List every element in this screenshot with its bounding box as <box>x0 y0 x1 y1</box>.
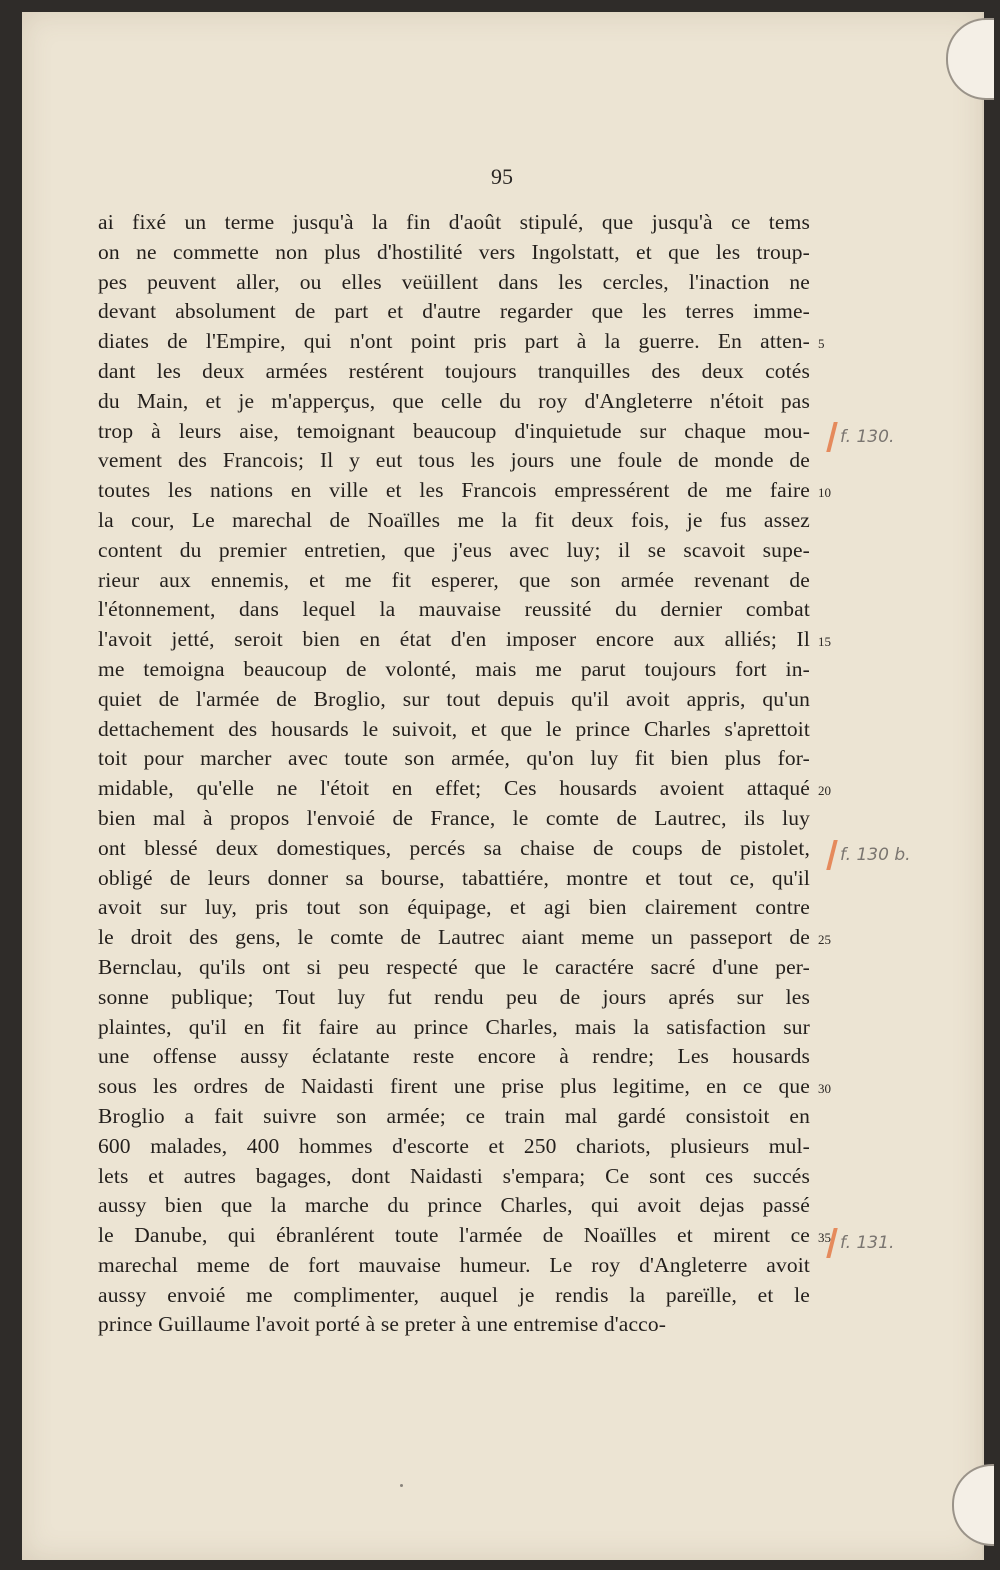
text-line-content: ai fixé un terme jusqu'à la fin d'août stipulé, que jusqu'à ce tems <box>98 210 810 234</box>
page-speck <box>400 1484 403 1487</box>
text-line-content: me temoigna beaucoup de volonté, mais me parut toujours fort in- <box>98 656 810 681</box>
text-line <box>98 1251 810 1281</box>
text-line-content: sonne publique; Tout luy fut rendu peu de jours aprés sur les <box>98 984 810 1009</box>
text-line <box>98 327 825 357</box>
text-line <box>98 685 810 715</box>
text-line <box>98 1191 810 1221</box>
text-line <box>98 1042 810 1072</box>
text-line-content: du Main, et je m'apperçus, que celle du roy d'Angleterre n'étoit pas <box>98 388 810 413</box>
text-line <box>98 1132 810 1162</box>
text-line-content: ont blessé deux domestiques, percés sa chaise de coups de pistolet, <box>98 835 810 860</box>
text-line-content: bien mal à propos l'envoié de France, le comte de Lautrec, ils luy <box>98 805 810 830</box>
line-number: 10 <box>818 485 831 501</box>
text-line <box>98 506 810 536</box>
text-line-content: dettachement des housards le suivoit, et que le prince Charles s'aprettoit <box>98 716 810 741</box>
text-line <box>98 655 810 685</box>
line-number: 5 <box>818 336 825 352</box>
page-edge-bottom <box>952 1464 994 1546</box>
text-line <box>98 387 810 417</box>
text-line-content: l'avoit jetté, seroit bien en état d'en imposer encore aux alliés; Il <box>98 627 810 652</box>
text-line <box>98 834 810 864</box>
text-line <box>98 983 810 1013</box>
text-line-content: devant absolument de part et d'autre regarder que les terres imme- <box>98 299 810 324</box>
text-line <box>98 774 831 804</box>
text-line-content: toutes les nations en ville et les Francois empressérent de me faire <box>98 478 810 503</box>
text-line <box>98 297 810 327</box>
text-line <box>98 357 810 387</box>
text-line <box>98 1162 810 1192</box>
text-line <box>98 476 831 506</box>
text-line-content: la cour, Le marechal de Noaïlles me la fit deux fois, je fus assez <box>98 507 810 532</box>
text-line <box>98 417 810 447</box>
text-line <box>98 1281 810 1311</box>
text-line-content: midable, qu'elle ne l'étoit en effet; Ces housards avoient attaqué <box>98 776 810 801</box>
page-number: 95 <box>491 164 513 189</box>
text-line-content: le Danube, qui ébranlérent toute l'armée de Noaïlles et mirent ce <box>98 1223 810 1248</box>
text-line-content: le droit des gens, le comte de Lautrec aiant meme un passeport de <box>98 925 810 950</box>
text-line-content: marechal meme de fort mauvaise humeur. Le roy d'Angleterre avoit <box>98 1252 810 1277</box>
text-line <box>98 804 810 834</box>
text-line-content: Broglio a fait suivre son armée; ce train mal gardé consistoit en <box>98 1103 810 1128</box>
text-line <box>98 1310 810 1340</box>
marginal-note-f130b: f. 130 b. <box>830 840 911 870</box>
text-line-content: prince Guillaume l'avoit porté à se preter à une entremise d'acco- <box>98 1312 667 1337</box>
text-line-content: content du premier entretien, que j'eus avec luy; il se scavoit supe- <box>98 537 810 562</box>
text-line-content: plaintes, qu'il en fit faire au prince Charles, mais la satisfaction sur <box>98 1014 810 1039</box>
text-line <box>98 893 810 923</box>
text-line <box>98 1221 831 1251</box>
text-line-content: quiet de l'armée de Broglio, sur tout depuis qu'il avoit appris, qu'un <box>98 686 810 711</box>
text-line-content: on ne commette non plus d'hostilité vers Ingolstatt, et que les troup- <box>98 239 810 264</box>
text-line-content: une offense aussy éclatante reste encore à rendre; Les housards <box>98 1044 810 1069</box>
text-line <box>98 566 810 596</box>
text-line-content: vement des Francois; Il y eut tous les jours une foule de monde de <box>98 448 810 473</box>
line-number: 25 <box>818 932 831 948</box>
text-line-content: avoit sur luy, pris tout son équipage, et agi bien clairement contre <box>98 895 810 920</box>
text-line-content: aussy envoié me complimenter, auquel je rendis la pareïlle, et le <box>98 1282 810 1307</box>
text-line <box>98 744 810 774</box>
text-line <box>98 864 810 894</box>
text-line-content: rieur aux ennemis, et me fit esperer, que son armée revenant de <box>98 567 810 592</box>
marginal-note-f130: f. 130. <box>830 422 894 452</box>
text-line-content: lets et autres bagages, dont Naidasti s'empara; Ce sont ces succés <box>98 1163 810 1188</box>
text-line <box>98 238 810 268</box>
book-page <box>22 12 984 1560</box>
text-line <box>98 923 831 953</box>
text-line <box>98 625 831 655</box>
margin-mark <box>826 422 837 452</box>
text-line <box>98 446 810 476</box>
body-text <box>98 208 831 1340</box>
marginal-note-f131: f. 131. <box>830 1228 894 1258</box>
text-line-content: diates de l'Empire, qui n'ont point pris part à la guerre. En atten- <box>98 329 810 354</box>
text-line <box>98 208 810 238</box>
text-line <box>98 1013 810 1043</box>
text-line-content: trop à leurs aise, temoignant beaucoup d'inquietude sur chaque mou- <box>98 418 810 443</box>
text-line <box>98 536 810 566</box>
text-line <box>98 268 810 298</box>
page-edge-top <box>946 18 994 100</box>
text-line <box>98 595 810 625</box>
line-number: 15 <box>818 634 831 650</box>
text-line <box>98 953 810 983</box>
text-line-content: aussy bien que la marche du prince Charles, qui avoit dejas passé <box>98 1193 810 1218</box>
text-line-content: toit pour marcher avec toute son armée, qu'on luy fit bien plus for- <box>98 746 810 771</box>
text-line-content: sous les ordres de Naidasti firent une prise plus legitime, en ce que <box>98 1074 810 1099</box>
line-number: 20 <box>818 783 831 799</box>
text-line <box>98 1102 810 1132</box>
text-line-content: dant les deux armées restérent toujours tranquilles des deux cotés <box>98 358 810 383</box>
text-line <box>98 1072 831 1102</box>
text-line-content: 600 malades, 400 hommes d'escorte et 250 chariots, plusieurs mul- <box>98 1133 810 1158</box>
text-line-content: pes peuvent aller, ou elles veüillent dans les cercles, l'inaction ne <box>98 269 810 294</box>
line-number: 30 <box>818 1081 831 1097</box>
margin-mark <box>826 840 837 870</box>
text-line <box>98 715 810 745</box>
text-line-content: Bernclau, qu'ils ont si peu respecté que le caractére sacré d'une per- <box>98 954 810 979</box>
text-line-content: obligé de leurs donner sa bourse, tabattiére, montre et tout ce, qu'il <box>98 865 810 890</box>
line-number: 35 <box>818 1230 831 1246</box>
text-line-content: l'étonnement, dans lequel la mauvaise reussité du dernier combat <box>98 597 810 622</box>
